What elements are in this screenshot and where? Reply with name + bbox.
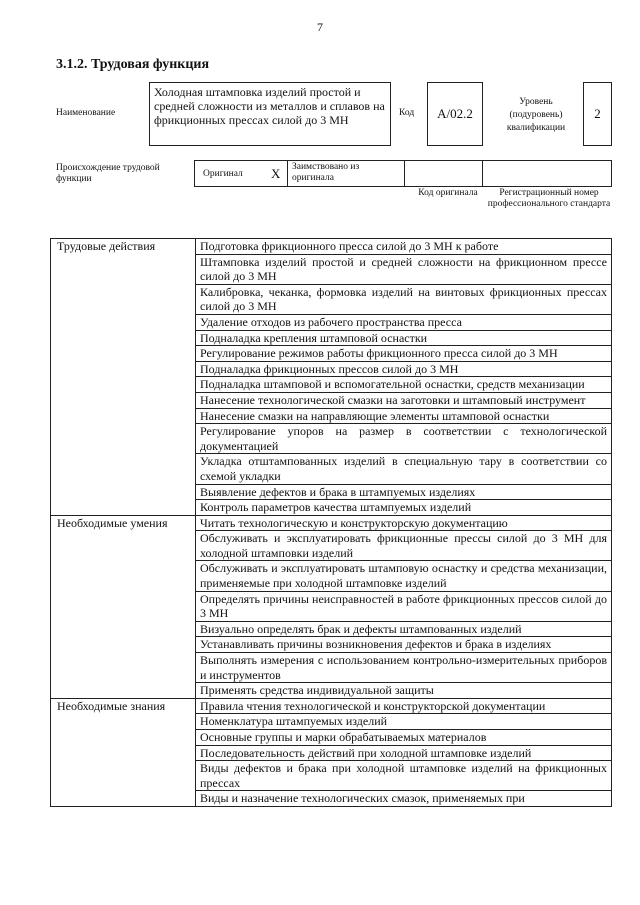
name-label: Наименование	[56, 108, 116, 118]
borrowed-label: Заимствовано из оригинала	[288, 161, 405, 186]
category-cell: Необходимые умения	[51, 515, 196, 698]
item-cell: Обслуживать и эксплуатировать штамповую оснастку и средства механизации, применяемые при холодной штамповке изделий	[196, 561, 612, 591]
item-cell: Устанавливать причины возникновения дефектов и брака в изделиях	[196, 637, 612, 653]
item-cell: Виды и назначение технологических смазок, применяемых при	[196, 791, 612, 807]
item-cell: Читать технологическую и конструкторскую документацию	[196, 515, 612, 531]
item-cell: Удаление отходов из рабочего пространства пресса	[196, 314, 612, 330]
item-cell: Применять средства индивидуальной защиты	[196, 683, 612, 699]
function-content-table	[50, 238, 612, 807]
level-label: Уровень (подуровень) квалификации	[506, 97, 566, 133]
table-row	[51, 239, 612, 255]
item-cell: Нанесение технологической смазки на заготовки и штамповый инструмент	[196, 392, 612, 408]
category-cell: Трудовые действия	[51, 239, 196, 516]
origin-label: Происхождение трудовой функции	[56, 163, 160, 184]
origin-table	[194, 160, 612, 187]
item-cell: Основные группы и марки обрабатываемых материалов	[196, 730, 612, 746]
original-label: Оригинал	[203, 169, 243, 179]
item-cell: Виды дефектов и брака при холодной штамповке изделий на фрикционных прессах	[196, 761, 612, 791]
code-label: Код	[399, 108, 415, 118]
item-cell: Штамповка изделий простой и средней сложности на фрикционном прессе силой до 3 МН	[196, 254, 612, 284]
code-value: А/02.2	[427, 82, 483, 146]
item-cell: Нанесение смазки на направляющие элементы штамповой оснастки	[196, 408, 612, 424]
item-cell: Обслуживать и эксплуатировать фрикционные прессы силой до 3 МН для холодной штамповки изделий	[196, 531, 612, 561]
code-original-cell	[405, 161, 483, 186]
table-row	[51, 515, 612, 531]
item-cell: Подналадка фрикционных прессов силой до 3 МН	[196, 361, 612, 377]
item-cell: Выполнять измерения с использованием контрольно-измерительных приборов и инструментов	[196, 653, 612, 683]
item-cell: Правила чтения технологической и конструкторской документации	[196, 698, 612, 714]
item-cell: Контроль параметров качества штампуемых изделий	[196, 500, 612, 516]
original-cell	[195, 161, 288, 186]
item-cell: Укладка отштампованных изделий в специальную тару в соответствии со схемой укладки	[196, 454, 612, 484]
page-number: 7	[317, 20, 323, 34]
item-cell: Последовательность действий при холодной штамповке изделий	[196, 745, 612, 761]
reg-number-caption: Регистрационный номер профессионального стандарта	[487, 188, 611, 209]
item-cell: Выявление дефектов и брака в штампуемых изделиях	[196, 484, 612, 500]
item-cell: Подналадка крепления штамповой оснастки	[196, 330, 612, 346]
item-cell: Определять причины неисправностей в работе фрикционных прессов силой до 3 МН	[196, 591, 612, 621]
item-cell: Визуально определять брак и дефекты штампованных изделий	[196, 621, 612, 637]
item-cell: Калибровка, чеканка, формовка изделий на винтовых фрикционных прессах силой до 3 МН	[196, 284, 612, 314]
item-cell: Подготовка фрикционного пресса силой до 3 МН к работе	[196, 239, 612, 255]
level-value: 2	[583, 82, 612, 146]
reg-number-cell	[483, 161, 611, 186]
table-row	[51, 698, 612, 714]
function-name: Холодная штамповка изделий простой и средней сложности из металлов и сплавов на фрикционных прессах силой до 3 МН	[149, 82, 391, 146]
code-original-caption: Код оригинала	[418, 188, 478, 198]
original-mark: X	[271, 166, 281, 181]
section-title: 3.1.2. Трудовая функция	[56, 57, 210, 72]
item-cell: Регулирование режимов работы фрикционного пресса силой до 3 МН	[196, 346, 612, 362]
item-cell: Подналадка штамповой и вспомогательной оснастки, средств механизации	[196, 377, 612, 393]
item-cell: Регулирование упоров на размер в соответствии с технологической документацией	[196, 424, 612, 454]
category-cell: Необходимые знания	[51, 698, 196, 806]
item-cell: Номенклатура штампуемых изделий	[196, 714, 612, 730]
